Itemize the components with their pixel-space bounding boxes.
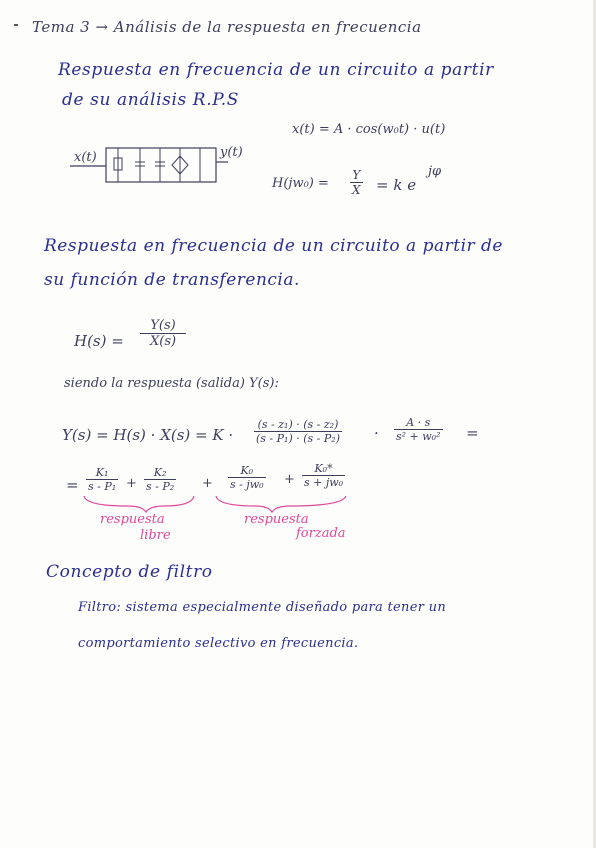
pf-k2: K₂	[153, 466, 167, 479]
hs-fraction	[140, 318, 186, 349]
ys-dot: ·	[374, 424, 379, 442]
ys-zero-pole-fraction	[254, 418, 342, 445]
pf-plus-3: +	[284, 472, 295, 487]
filter-definition-line1: Filtro: sistema especialmente diseñado para tener un	[78, 600, 447, 615]
ys-input-numerator: A · s	[406, 416, 431, 429]
pf-plus-2: +	[202, 476, 213, 491]
ys-input-fraction	[394, 416, 443, 443]
pf-term-k0-conj	[302, 462, 345, 489]
pf-plus-1: +	[126, 476, 137, 491]
pf-k0-conj: K₀*	[314, 462, 333, 475]
h-jw0-numerator: Y	[352, 168, 361, 182]
pf-term-k2	[144, 466, 176, 493]
free-response-label-2: libre	[140, 528, 171, 543]
response-braces	[80, 494, 370, 514]
forced-response-label-1: respuesta	[244, 512, 309, 527]
pf-equals: =	[66, 476, 79, 494]
pf-term-k1	[86, 466, 118, 493]
h-jw0-rhs: = k e	[376, 176, 417, 194]
pf-d1: s - P₁	[88, 480, 117, 493]
section2-title-line2: su función de transferencia.	[44, 270, 300, 290]
pf-k0: K₀	[240, 464, 254, 477]
filter-definition-line2: comportamiento selectivo en frecuencia.	[78, 636, 359, 651]
hs-numerator: Y(s)	[150, 318, 176, 333]
h-jw0-denominator: X	[352, 183, 361, 197]
forced-response-label-2: forzada	[296, 526, 346, 541]
ys-poles: (s - P₁) · (s - P₂)	[256, 432, 340, 445]
h-jw0-lhs: H(jw₀) =	[272, 176, 329, 191]
ys-zeros: (s - z₁) · (s - z₂)	[257, 418, 339, 431]
section1-title-line2: de su análisis R.P.S	[62, 90, 240, 110]
ys-input-denominator: s² + w₀²	[396, 430, 441, 443]
diagram-output-label: y(t)	[220, 145, 243, 160]
page-heading: Tema 3 → Análisis de la respuesta en frecuencia	[32, 18, 422, 36]
hs-denominator: X(s)	[140, 333, 186, 349]
diagram-input-label: x(t)	[74, 150, 97, 165]
section3-title: Concepto de filtro	[46, 562, 213, 582]
pf-term-k0	[228, 464, 266, 491]
h-jw0-fraction	[350, 168, 363, 197]
pf-d3: s - jw₀	[230, 478, 264, 491]
section1-title-line1: Respuesta en frecuencia de un circuito a partir	[58, 60, 494, 80]
ys-equals: =	[466, 424, 479, 442]
free-response-label-1: respuesta	[100, 512, 165, 527]
section2-title-line1: Respuesta en frecuencia de un circuito a partir de	[44, 236, 503, 256]
page-mark	[14, 24, 18, 26]
circuit-block-diagram	[70, 140, 230, 190]
siendo-text: siendo la respuesta (salida) Y(s):	[64, 376, 279, 391]
pf-k1: K₁	[95, 466, 109, 479]
input-signal-equation: x(t) = A · cos(w₀t) · u(t)	[292, 122, 446, 137]
hs-lhs: H(s) =	[74, 332, 124, 350]
pf-d2: s - P₂	[146, 480, 175, 493]
pf-d4: s + jw₀	[304, 476, 344, 489]
h-jw0-exponent: jφ	[428, 164, 442, 179]
ys-equation-lhs: Y(s) = H(s) · X(s) = K ·	[62, 426, 234, 444]
